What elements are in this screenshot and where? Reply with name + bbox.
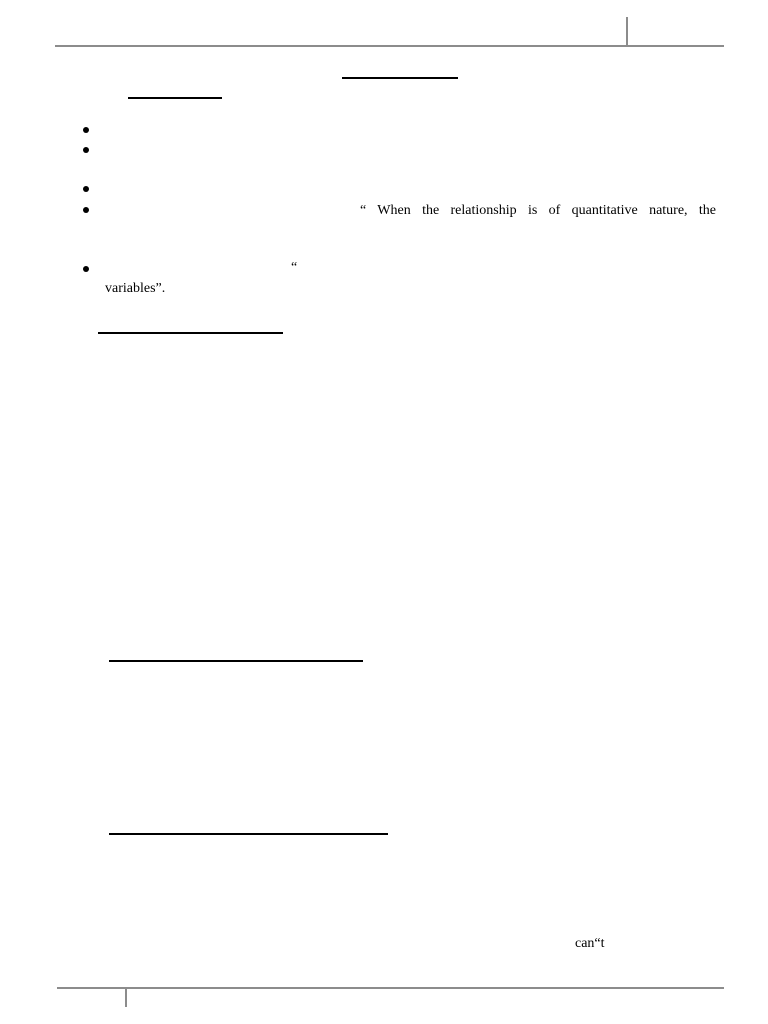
header-rule bbox=[55, 45, 724, 47]
bullet-5 bbox=[83, 266, 89, 272]
footer-rule bbox=[57, 987, 724, 989]
subtitle-underline bbox=[128, 97, 222, 99]
quantitative-relationship-text: “ When the relationship is of quantitative nature, the bbox=[360, 203, 716, 218]
bullet-1 bbox=[83, 127, 89, 133]
cant-text: can“t bbox=[575, 936, 605, 951]
bullet-3 bbox=[83, 186, 89, 192]
title-underline bbox=[342, 77, 458, 79]
opening-quote: “ bbox=[291, 260, 298, 275]
section-heading-underline-1 bbox=[98, 332, 283, 334]
header-tick bbox=[626, 17, 628, 47]
section-heading-underline-3 bbox=[109, 833, 388, 835]
variables-text: variables”. bbox=[105, 281, 166, 296]
bullet-4 bbox=[83, 207, 89, 213]
bullet-2 bbox=[83, 147, 89, 153]
section-heading-underline-2 bbox=[109, 660, 363, 662]
footer-tick bbox=[125, 987, 127, 1007]
